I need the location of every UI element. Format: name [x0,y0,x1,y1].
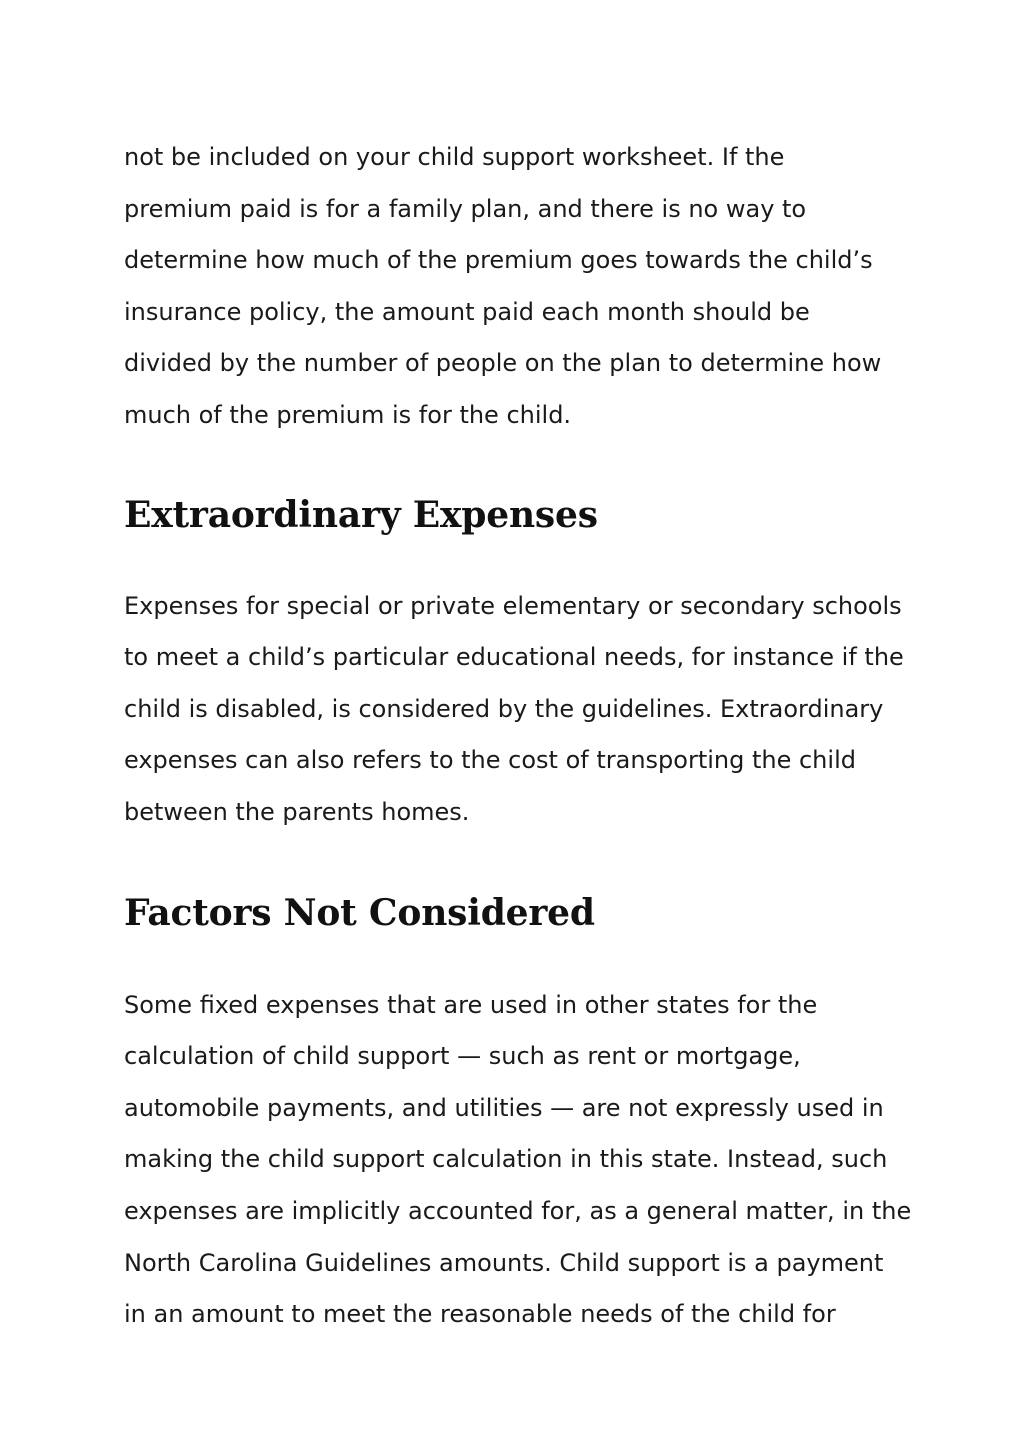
text-line: to meet a child’s particular educational needs, for instance if the [124,643,904,672]
text-line: expenses are implicitly accounted for, as a general matter, in the [124,1196,912,1225]
document-page [124,132,914,1341]
paragraph-extraordinary-expenses [124,581,914,839]
text-line: determine how much of the premium goes towards the child’s [124,246,873,275]
text-line: expenses can also refers to the cost of transporting the child [124,746,856,775]
text-line: premium paid is for a family plan, and there is no way to [124,194,807,223]
heading-extraordinary-expenses: Extraordinary Expenses [124,493,598,536]
text-line: Expenses for special or private elementary or secondary schools [124,591,902,620]
text-line: divided by the number of people on the plan to determine how [124,349,882,378]
text-line: between the parents homes. [124,797,470,826]
text-line: much of the premium is for the child. [124,400,572,429]
paragraph-health-insurance-premium [124,132,914,442]
text-line: not be included on your child support worksheet. If the [124,143,785,171]
text-line: Some fixed expenses that are used in other states for the [124,990,818,1019]
text-line: insurance policy, the amount paid each month should be [124,297,810,326]
heading-factors-not-considered: Factors Not Considered [124,891,595,934]
paragraph-factors-not-considered [124,980,914,1341]
text-line: making the child support calculation in this state. Instead, such [124,1145,888,1174]
text-line: North Carolina Guidelines amounts. Child support is a payment [124,1248,884,1277]
text-line: child is disabled, is considered by the guidelines. Extraordinary [124,694,884,723]
text-line: automobile payments, and utilities — are not expressly used in [124,1093,884,1122]
text-line: calculation of child support — such as rent or mortgage, [124,1042,801,1071]
text-line: in an amount to meet the reasonable needs of the child for [124,1300,836,1329]
